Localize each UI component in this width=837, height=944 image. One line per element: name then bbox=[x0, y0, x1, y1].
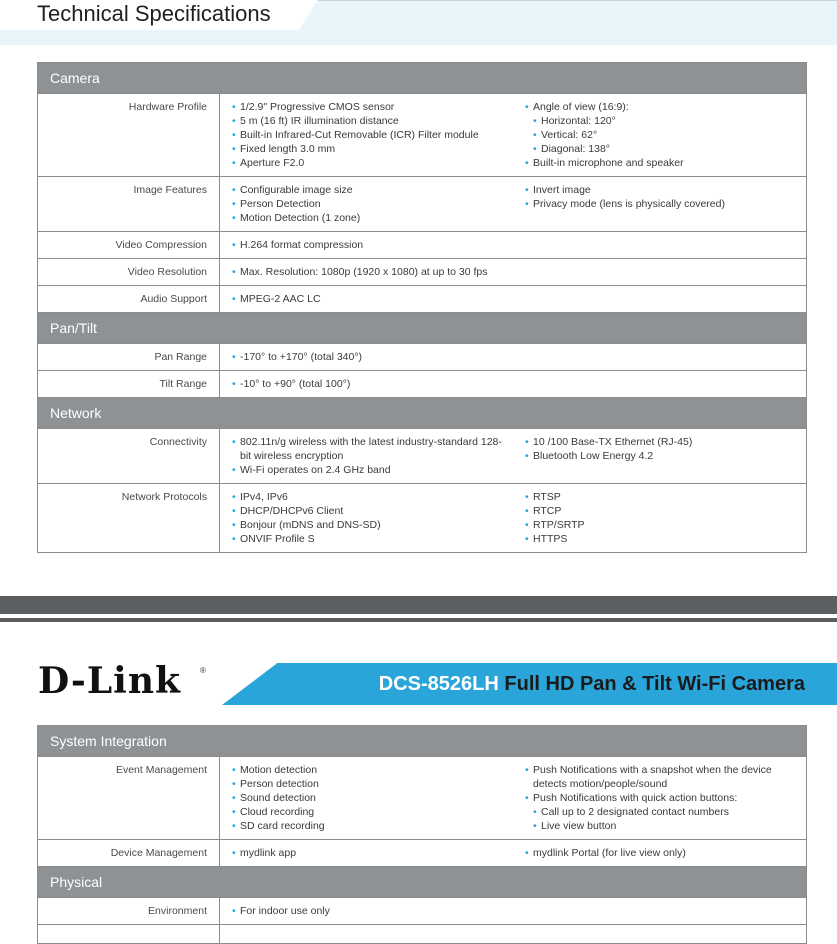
row-environment bbox=[38, 898, 806, 925]
page-title: Technical Specifications bbox=[37, 1, 271, 26]
row-label: Tilt Range bbox=[38, 371, 220, 397]
row-audio-support bbox=[38, 286, 806, 313]
row-device-management bbox=[38, 840, 806, 867]
spec-list bbox=[232, 435, 525, 477]
spec-item: • mydlink Portal (for live view only) bbox=[525, 846, 806, 860]
spec-list bbox=[232, 292, 806, 306]
row-video-resolution bbox=[38, 259, 806, 286]
spec-item: • -10° to +90° (total 100°) bbox=[232, 377, 806, 391]
spec-item: • Max. Resolution: 1080p (1920 x 1080) at up to 30 fps bbox=[232, 265, 806, 279]
spec-list bbox=[232, 238, 806, 252]
row-label bbox=[38, 925, 220, 943]
spec-item: • Privacy mode (lens is physically covered) bbox=[525, 197, 806, 211]
row-label: Audio Support bbox=[38, 286, 220, 312]
spec-item: • IPv4, IPv6 bbox=[232, 490, 525, 504]
spec-item: • 5 m (16 ft) IR illumination distance bbox=[232, 114, 525, 128]
section-header-camera: Camera bbox=[38, 63, 806, 94]
spec-subitem: • Live view button bbox=[525, 819, 806, 833]
spec-list bbox=[525, 490, 806, 546]
spec-item: • Sound detection bbox=[232, 791, 525, 805]
spec-item: • Aperture F2.0 bbox=[232, 156, 525, 170]
spec-subitem: • Horizontal: 120° bbox=[525, 114, 806, 128]
spec-item: • Bonjour (mDNS and DNS-SD) bbox=[232, 518, 525, 532]
spec-item: • Built-in Infrared-Cut Removable (ICR) Filter module bbox=[232, 128, 525, 142]
spec-list bbox=[232, 100, 525, 170]
row-label: Pan Range bbox=[38, 344, 220, 370]
spec-table-main bbox=[37, 62, 807, 553]
spec-item: • -170° to +170° (total 340°) bbox=[232, 350, 806, 364]
spec-subitem: • Call up to 2 designated contact numbers bbox=[525, 805, 806, 819]
section-header-system: System Integration bbox=[38, 726, 806, 757]
spec-list bbox=[232, 183, 525, 225]
spec-item: • RTSP bbox=[525, 490, 806, 504]
spec-item bbox=[525, 763, 806, 791]
spec-item: • Invert image bbox=[525, 183, 806, 197]
spec-list bbox=[525, 435, 806, 477]
spec-list bbox=[232, 490, 525, 546]
row-next bbox=[38, 925, 806, 944]
product-model: DCS-8526LH bbox=[378, 673, 499, 695]
spec-list bbox=[525, 183, 806, 225]
spec-item: • Person Detection bbox=[232, 197, 525, 211]
row-tilt-range bbox=[38, 371, 806, 398]
row-event-management bbox=[38, 757, 806, 840]
spec-text: bit wireless encryption bbox=[240, 450, 344, 462]
spec-item: • Push Notifications with quick action buttons: bbox=[525, 791, 806, 805]
row-network-protocols bbox=[38, 484, 806, 553]
spec-item: • Person detection bbox=[232, 777, 525, 791]
spec-item: • 10 /100 Base-TX Ethernet (RJ-45) bbox=[525, 435, 806, 449]
spec-item: • Cloud recording bbox=[232, 805, 525, 819]
spec-item: • Built-in microphone and speaker bbox=[525, 156, 806, 170]
spec-list bbox=[232, 763, 525, 833]
spec-item: • H.264 format compression bbox=[232, 238, 806, 252]
product-title bbox=[379, 673, 805, 696]
section-header-network: Network bbox=[38, 398, 806, 429]
spec-text: 802.11n/g wireless with the latest industry-standard 128- bbox=[240, 436, 502, 448]
row-image-features bbox=[38, 177, 806, 232]
row-connectivity bbox=[38, 429, 806, 484]
spec-item: • Configurable image size bbox=[232, 183, 525, 197]
page-separator-line bbox=[0, 618, 837, 622]
spec-subitem: • Vertical: 62° bbox=[525, 128, 806, 142]
spec-list bbox=[232, 377, 806, 391]
spec-item: • SD card recording bbox=[232, 819, 525, 833]
spec-item: • DHCP/DHCPv6 Client bbox=[232, 504, 525, 518]
row-video-compression bbox=[38, 232, 806, 259]
row-label: Image Features bbox=[38, 177, 220, 231]
row-label: Environment bbox=[38, 898, 220, 924]
spec-item: • mydlink app bbox=[232, 846, 525, 860]
row-label: Hardware Profile bbox=[38, 94, 220, 176]
spec-item: • Motion Detection (1 zone) bbox=[232, 211, 525, 225]
spec-list bbox=[232, 846, 525, 860]
spec-item bbox=[232, 435, 525, 463]
spec-list bbox=[525, 100, 806, 170]
product-name: Full HD Pan & Tilt Wi-Fi Camera bbox=[504, 673, 805, 695]
row-label: Event Management bbox=[38, 757, 220, 839]
dlink-logo: D-Link bbox=[38, 660, 181, 702]
spec-item: • Bluetooth Low Energy 4.2 bbox=[525, 449, 806, 463]
spec-item: • ONVIF Profile S bbox=[232, 532, 525, 546]
registered-mark: ® bbox=[200, 666, 206, 675]
row-label: Network Protocols bbox=[38, 484, 220, 552]
row-hardware-profile bbox=[38, 94, 806, 177]
spec-item: • RTP/SRTP bbox=[525, 518, 806, 532]
spec-list bbox=[232, 350, 806, 364]
spec-item: • Fixed length 3.0 mm bbox=[232, 142, 525, 156]
spec-list bbox=[232, 904, 806, 918]
spec-list bbox=[525, 846, 806, 860]
spec-item: • HTTPS bbox=[525, 532, 806, 546]
spec-text: Push Notifications with a snapshot when the device bbox=[533, 764, 772, 776]
spec-text: detects motion/people/sound bbox=[533, 778, 668, 790]
row-label: Video Compression bbox=[38, 232, 220, 258]
section-header-physical: Physical bbox=[38, 867, 806, 898]
row-label: Connectivity bbox=[38, 429, 220, 483]
row-label: Device Management bbox=[38, 840, 220, 866]
spec-list bbox=[525, 763, 806, 833]
spec-list bbox=[232, 265, 806, 279]
spec-item: • For indoor use only bbox=[232, 904, 806, 918]
row-pan-range bbox=[38, 344, 806, 371]
spec-table-secondary bbox=[37, 725, 807, 944]
spec-item: • 1/2.9" Progressive CMOS sensor bbox=[232, 100, 525, 114]
spec-item: • Motion detection bbox=[232, 763, 525, 777]
spec-item: • RTCP bbox=[525, 504, 806, 518]
spec-item: • Angle of view (16:9): bbox=[525, 100, 806, 114]
spec-subitem: • Diagonal: 138° bbox=[525, 142, 806, 156]
row-label: Video Resolution bbox=[38, 259, 220, 285]
spec-item: • Wi-Fi operates on 2.4 GHz band bbox=[232, 463, 525, 477]
spec-item: • MPEG-2 AAC LC bbox=[232, 292, 806, 306]
page-separator bbox=[0, 596, 837, 614]
section-header-pantilt: Pan/Tilt bbox=[38, 313, 806, 344]
